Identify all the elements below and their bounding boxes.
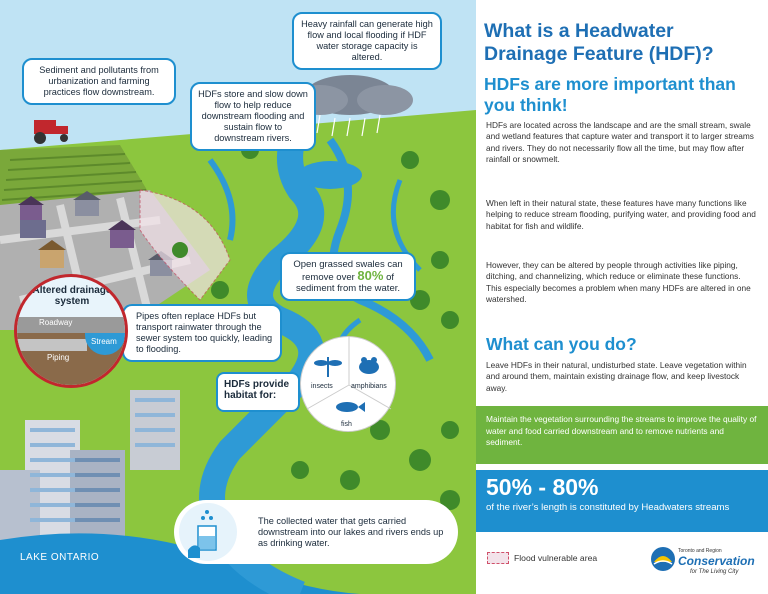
habitat-amphibians-label: amphibians [351, 383, 387, 390]
drinking-water-callout [174, 500, 458, 564]
habitat-callout [216, 372, 300, 412]
swales-text-start: Open grassed swales can remove over [293, 259, 403, 283]
lake-ontario-label: LAKE ONTARIO [20, 552, 100, 563]
paragraph-definition: HDFs are located across the landscape and are the small stream, swale and wetland features that capture water and transport it to larger streams and rivers. They do not necessarily flow all the time, but may flow after rainfall or snowmelt. [486, 120, 754, 164]
habitat-circle [300, 336, 396, 432]
what-can-you-do-text: Leave HDFs in their natural, undisturbed state. Leave vegetation within and around them, maintain existing drainage flow, and keep livestock away. [486, 360, 747, 393]
page-subtitle: HDFs are more important than you think! [484, 74, 736, 115]
roadway-label: Roadway [39, 318, 73, 327]
logo-tagline: for The Living City [690, 569, 739, 575]
drinking-water-text: The collected water that gets carried downstream into our lakes and rivers ends up as drinking water. [258, 516, 444, 548]
callout-hdf-storage: HDFs store and slow down flow to help reduce downstream flooding and sustain flow to downstream rivers. [190, 82, 316, 151]
page-title: What is a Headwater Drainage Feature (HDF)? [484, 20, 714, 65]
logo-main-text: Conservation [678, 554, 755, 568]
frog-icon [359, 357, 379, 374]
flood-area-legend-label: Flood vulnerable area [514, 553, 598, 563]
logo-mark-icon [650, 546, 676, 572]
pipe-band [17, 339, 87, 351]
wetland-pond [298, 161, 362, 189]
habitat-insects-label: insects [311, 383, 333, 390]
habitat-title: HDFs provide habitat for: [224, 379, 290, 401]
callout-pipes: Pipes often replace HDFs but transport rainwater through the sewer system too quickly, leading to flooding. [122, 304, 282, 362]
paragraph-functions: When left in their natural state, these features have many functions like helping to reduce stream flooding, purifying water, and providing food and habitat for fish and wildlife. [486, 198, 756, 231]
statistic-value: 50% - 80% [486, 474, 599, 500]
stream-label: Stream [91, 337, 117, 346]
callout-sediment: Sediment and pollutants from urbanization and farming practices flow downstream. [22, 58, 176, 105]
drainage-circle [14, 274, 128, 388]
flood-area-legend-swatch [487, 552, 509, 564]
drinking-glass-icon [178, 502, 238, 562]
fish-icon [336, 402, 365, 412]
what-can-you-do-heading: What can you do? [486, 334, 637, 354]
dragonfly-icon [314, 357, 342, 377]
drainage-title: Altered drainage system [32, 285, 112, 307]
logo-small-text: Toronto and Region [678, 548, 722, 554]
paragraph-alteration: However, they can be altered by people through activities like piping, ditching, and channelizing, which reduce or eliminate these functions. This especially becomes a problem when many HDFs are altered in one watershed. [486, 260, 751, 304]
statistic-text: of the river’s length is constituted by Headwaters streams [486, 502, 730, 513]
piping-label: Piping [47, 353, 70, 362]
callout-heavy-rainfall: Heavy rainfall can generate high flow and local flooding if HDF water storage capacity is altered. [292, 12, 442, 70]
vegetation-text: Maintain the vegetation surrounding the streams to improve the quality of water and food carried downstream and to remove nutrients and sediment. [486, 414, 757, 447]
swales-text-end: of sediment from the water. [295, 272, 401, 294]
callout-grassed-swales [280, 252, 416, 301]
swales-percent: 80% [357, 268, 384, 283]
tractor-icon [34, 120, 68, 144]
habitat-fish-label: fish [341, 421, 352, 428]
